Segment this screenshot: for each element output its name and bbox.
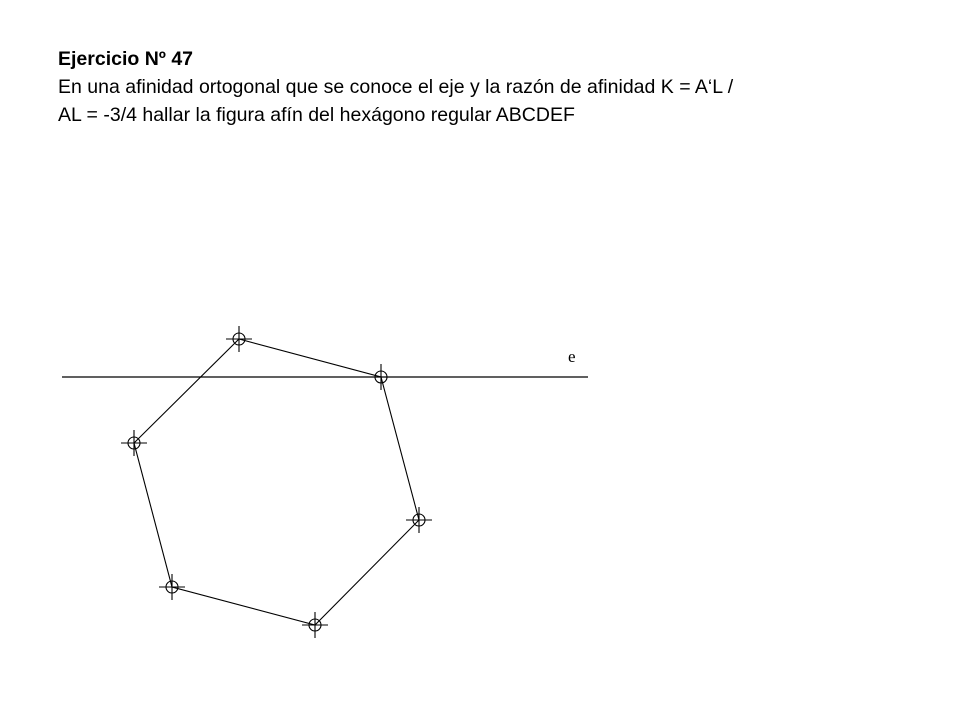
exercise-statement-line-1: En una afinidad ortogonal que se conoce el eje y la razón de afinidad K = A‘L / [58, 76, 734, 98]
exercise-statement-line-2: AL = -3/4 hallar la figura afín del hexágono regular ABCDEF [58, 104, 575, 126]
vertex-marker [368, 364, 394, 390]
axis-label-e: e [568, 347, 576, 366]
vertex-marker [159, 574, 185, 600]
hexagon-abcdef [134, 339, 419, 625]
exercise-title: Ejercicio Nº 47 [58, 48, 194, 70]
